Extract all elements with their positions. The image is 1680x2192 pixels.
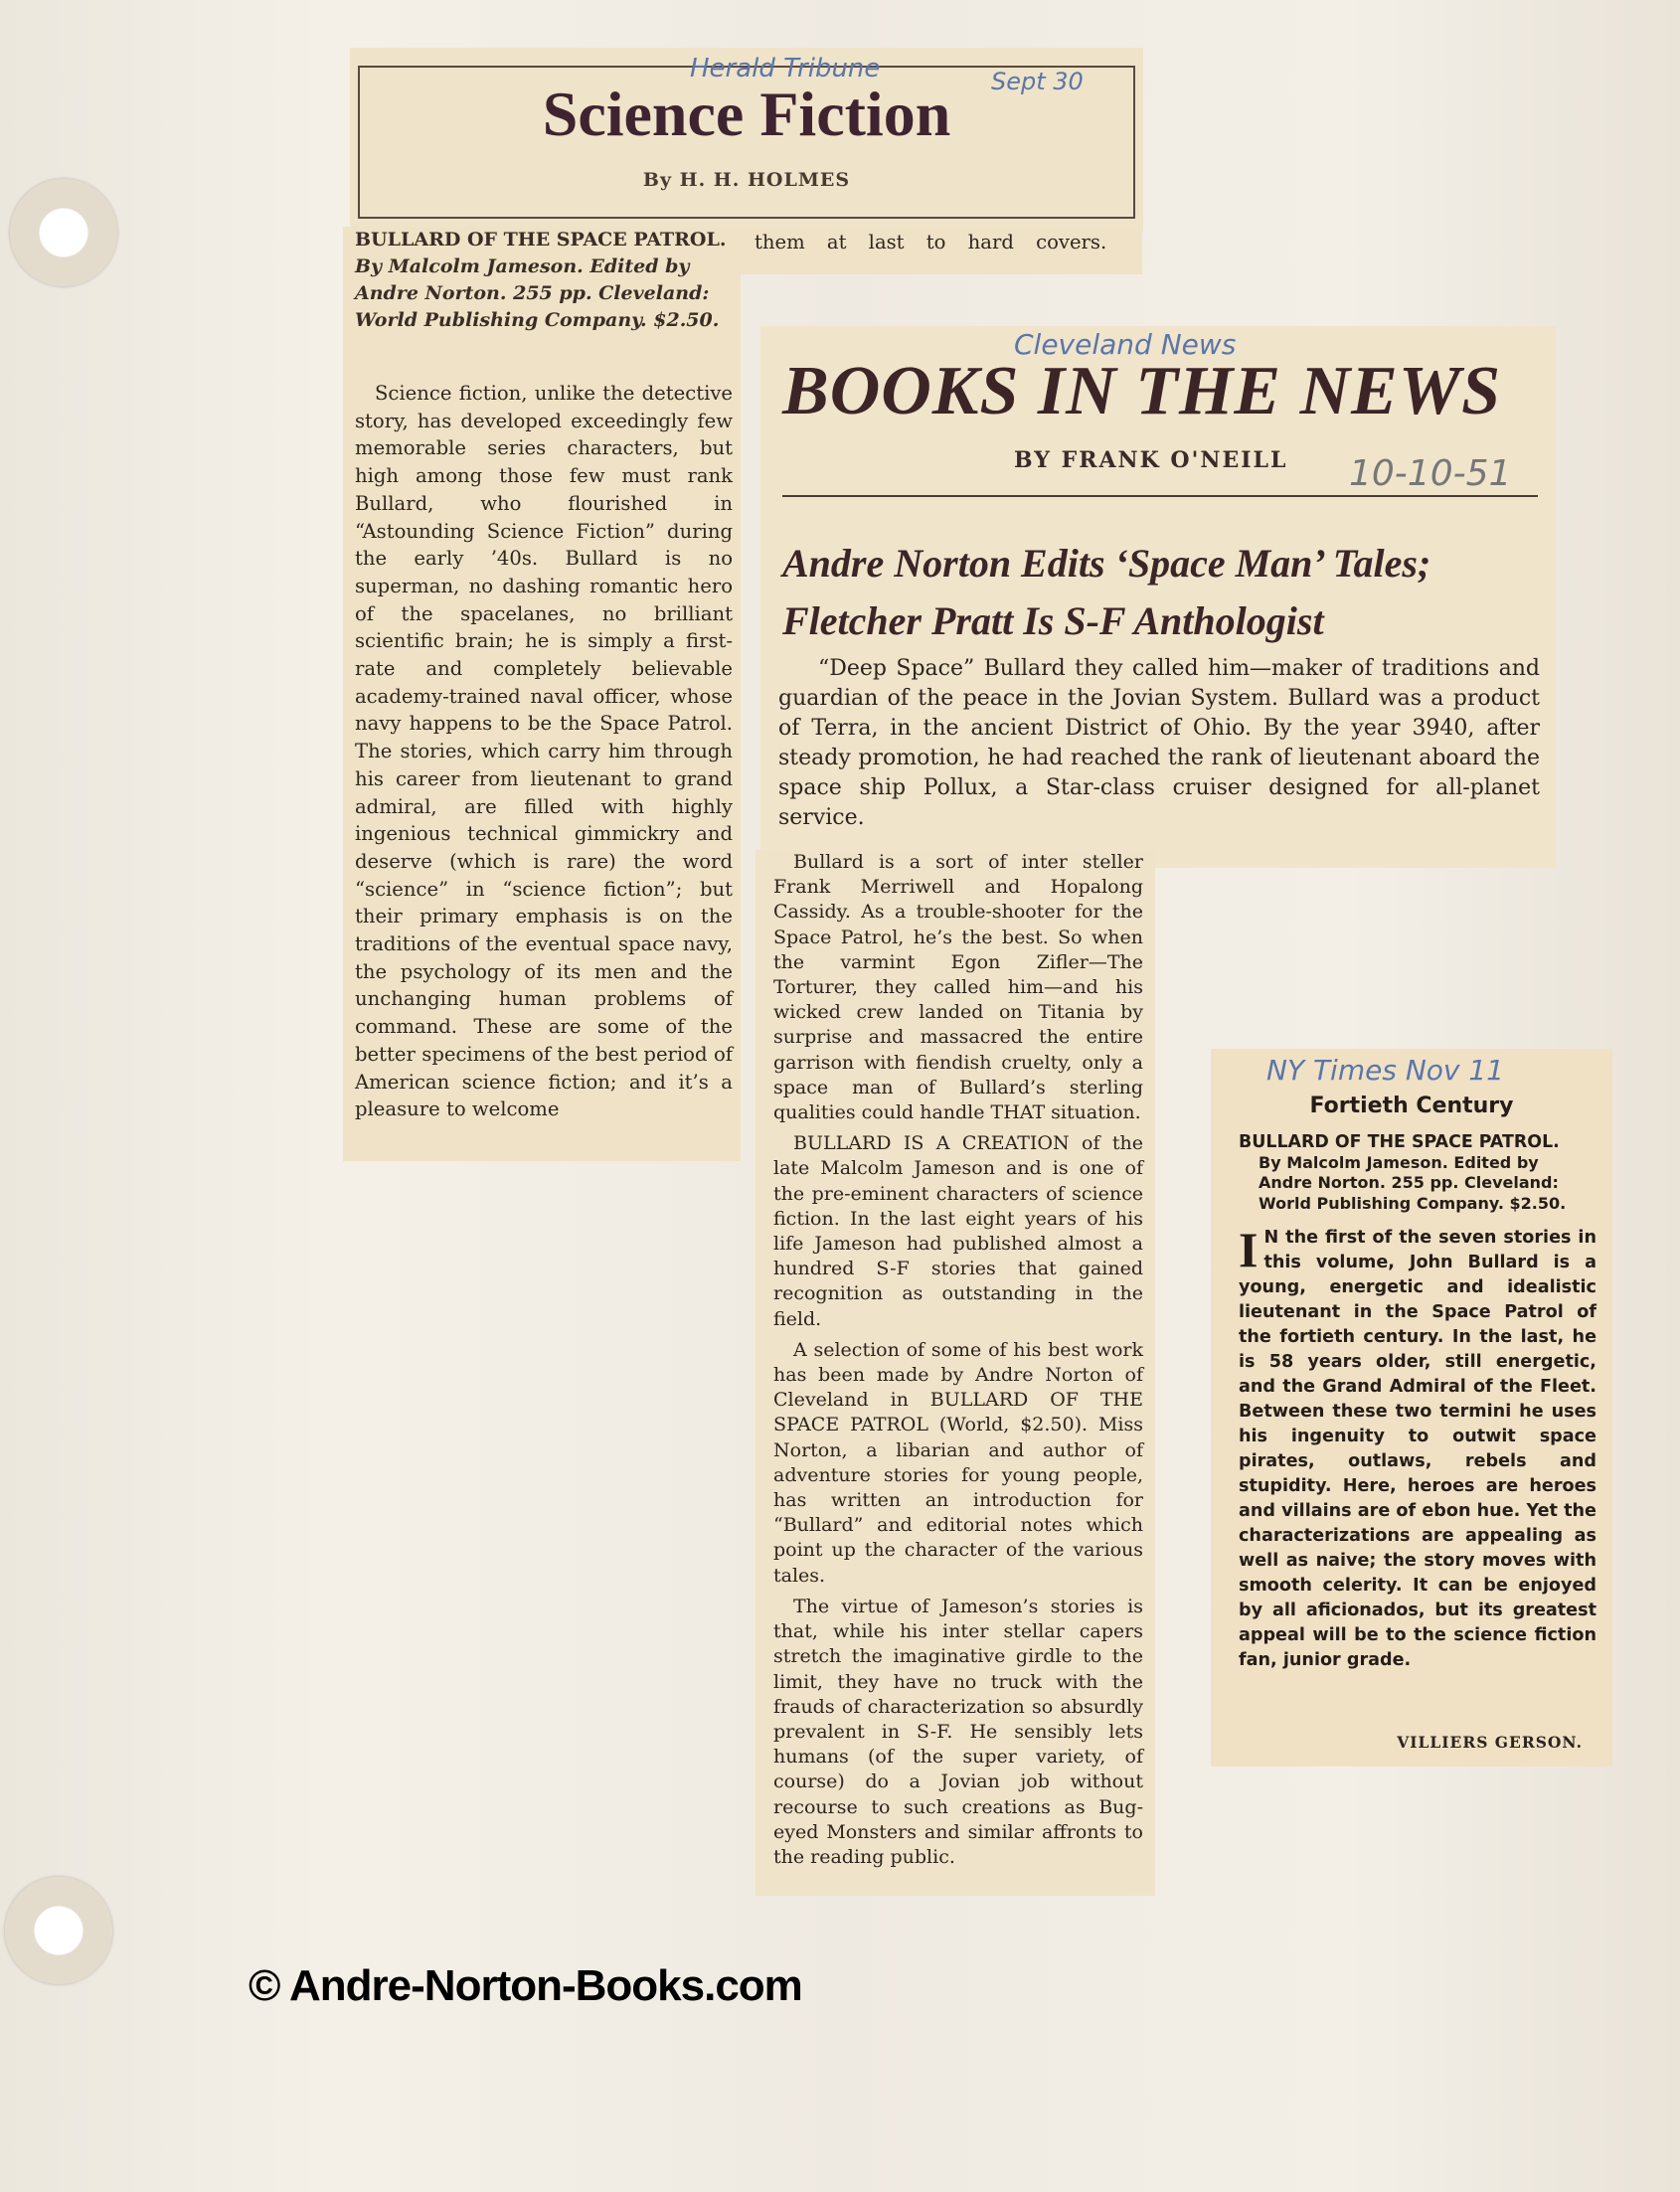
tribune-header-clipping [350,48,1143,232]
news-paragraph: BULLARD IS A CREATION of the late Malcolm Jameson and is one of the pre-eminent characters of science fiction. In the last eight years of his life Jameson had published almost a hundred S-F stories that gained recognition as outstanding in the field. [773,1132,1143,1330]
times-book-credits: By Malcolm Jameson. Edited by Andre Norton. 255 pp. Cleveland: World Publishing Company. $2.50. [1259,1152,1567,1213]
tribune-book-info [355,227,733,334]
news-paragraph: The virtue of Jameson’s stories is that, while his inter stellar capers stretch the imaginative girdle to the limit, they have no truck with the frauds of characterization so absurdly prevalent in S-F. He sensibly lets humans (of the super variety, of course) do a Jovian job without recourse to such creations as Bug-eyed Monsters and similar affronts to the reading public. [773,1595,1143,1868]
news-handwritten-note: Cleveland News [1014,328,1237,361]
tribune-review-column [343,227,741,1161]
news-lead-text: “Deep Space” Bullard they called him—maker of traditions and guardian of the peace in the Jovian System. Bullard was a product of Terra, in the ancient District of Ohio. By the year 3940, after steady promotion, he had reached the rank of lieutenant aboard the space ship Pollux, a Star-class cruiser designed for all-planet service. [778,656,1540,830]
times-drop-cap: I [1239,1222,1259,1277]
copyright-watermark: © Andre-Norton-Books.com [249,1961,802,2010]
tribune-handwritten-date: Sept 30 [991,68,1084,95]
tribune-continuation: them at last to hard covers. [755,231,1107,253]
punch-hole-top [10,179,117,286]
tribune-body-text: Science fiction, unlike the detective story, has developed exceedingly few memorable series characters, but high among those few must rank Bullard, who flourished in “Astounding Science Fiction” during the early ’40s. Bullard is no superman, no dashing romantic hero of the spacelanes, no brilliant scientific brain; he is simply a first-rate and completely believable academy-trained naval officer, whose navy happens to be the Space Patrol. The stories, which carry him through his career from lieutenant to grand admiral, are filled with highly ingenious technical gimmickry and deserve (which is rare) the word “science” in “science fiction”; but their primary emphasis is on the traditions of the eventual space navy, the psychology of its men and the unchanging human problems of command. These are some of the better specimens of the best period of American science fiction; and it’s a pleasure to welcome [355,382,733,1121]
punch-hole-bottom [5,1877,112,1984]
times-title: Fortieth Century [1309,1094,1514,1118]
tribune-review-body [355,380,733,1123]
news-header-clipping [760,326,1556,868]
news-headline: Andre Norton Edits ‘Space Man’ Tales; Fletcher Pratt Is S-F Anthologist [782,541,1431,643]
times-handwritten-note: NY Times Nov 11 [1266,1054,1504,1087]
tribune-handwritten-note: Herald Tribune [690,54,881,84]
times-review-body [1239,1222,1596,1673]
times-book-title: BULLARD OF THE SPACE PATROL. [1239,1132,1560,1152]
news-lead [778,654,1540,833]
news-body-text [773,850,1143,1876]
news-rule [782,495,1538,497]
tribune-continuation-clipping [741,227,1142,274]
news-byline: BY FRANK O'NEILL [1014,447,1288,473]
tribune-book-title: BULLARD OF THE SPACE PATROL. [355,229,727,251]
news-paragraph: A selection of some of his best work has been made by Andre Norton of Cleveland in BULLARD OF THE SPACE PATROL (World, $2.50). Miss Norton, a libarian and author of adventure stories for young people, has written an introduction for “Bullard” and editorial notes which point up the character of the various tales. [773,1338,1143,1587]
times-body-text: N the first of the seven stories in this volume, John Bullard is a young, energetic and idealistic lieutenant in the Space Patrol of the fortieth century. In the last, he is 58 years older, still energetic, and the Grand Admiral of the Fleet. Between these two termini he uses his ingenuity to outwit space pirates, outlaws, rebels and stupidity. Here, heroes are heroes and villains are of ebon hue. Yet the characterizations are appealing as well as naive; the story moves with smooth celerity. It can be enjoyed by all aficionados, but its greatest appeal will be to the science fiction fan, junior grade. [1239,1228,1596,1670]
times-book-info [1239,1132,1596,1214]
news-handwritten-date: 10-10-51 [1349,453,1512,494]
tribune-byline: By H. H. HOLMES [642,169,851,191]
times-signature: VILLIERS GERSON. [1397,1733,1583,1752]
times-clipping [1211,1049,1612,1767]
tribune-book-credits: By Malcolm Jameson. Edited by Andre Norton. 255 pp. Cleveland: World Publishing Company. $2.50. [355,255,720,331]
news-paragraph: Bullard is a sort of inter steller Frank Merriwell and Hopalong Cassidy. As a trouble-shooter for the Space Patrol, he’s the best. So when the varmint Egon Zifler—The Torturer, they called him—and his wicked crew landed on Titania by surprise and massacred the entire garrison with fiendish cruelty, only a space man of Bullard’s sterling qualities could handle THAT situation. [773,851,1143,1124]
tribune-title: Science Fiction [542,79,951,149]
news-body-clipping [756,850,1155,1896]
news-column-title: BOOKS IN THE NEWS [782,353,1502,429]
